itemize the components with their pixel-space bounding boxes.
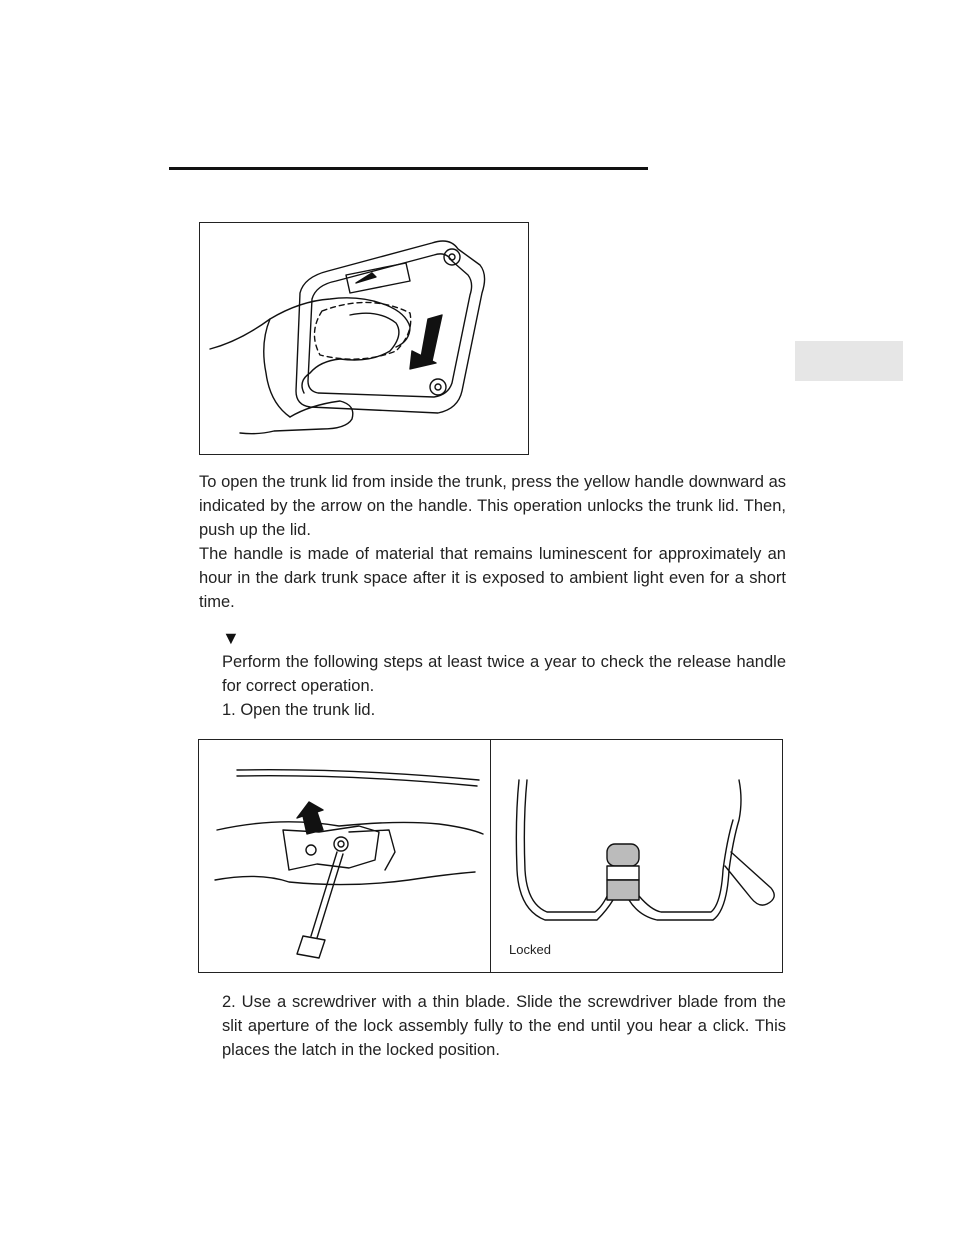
trunk-release-handle-illustration: [199, 222, 529, 455]
paragraph-luminescent-handle: The handle is made of material that remains luminescent for approximately an hour in the dark trunk space after it is exposed to ambient light even for a short time.: [199, 545, 786, 611]
latch-lock-illustration: [198, 739, 783, 973]
caution-intro: Perform the following steps at least twice a year to check the release handle for correct operation.: [222, 653, 786, 695]
caution-step-2: 2. Use a screwdriver with a thin blade. Slide the screwdriver blade from the slit aperture of the lock assembly fully to the end until you hear a click. This places the latch in the locked position.: [222, 993, 786, 1059]
caution-triangle-icon: ▼: [222, 628, 240, 648]
section-heading-rule: [169, 167, 648, 170]
caution-step-1: 1. Open the trunk lid.: [222, 701, 376, 719]
chapter-tab: [795, 341, 903, 381]
paragraph-open-trunk: To open the trunk lid from inside the trunk, press the yellow handle downward as indicated by the arrow on the handle. This operation unlocks the trunk lid. Then, push up the lid.: [199, 473, 786, 539]
latch-locked-label: Locked: [509, 942, 551, 957]
